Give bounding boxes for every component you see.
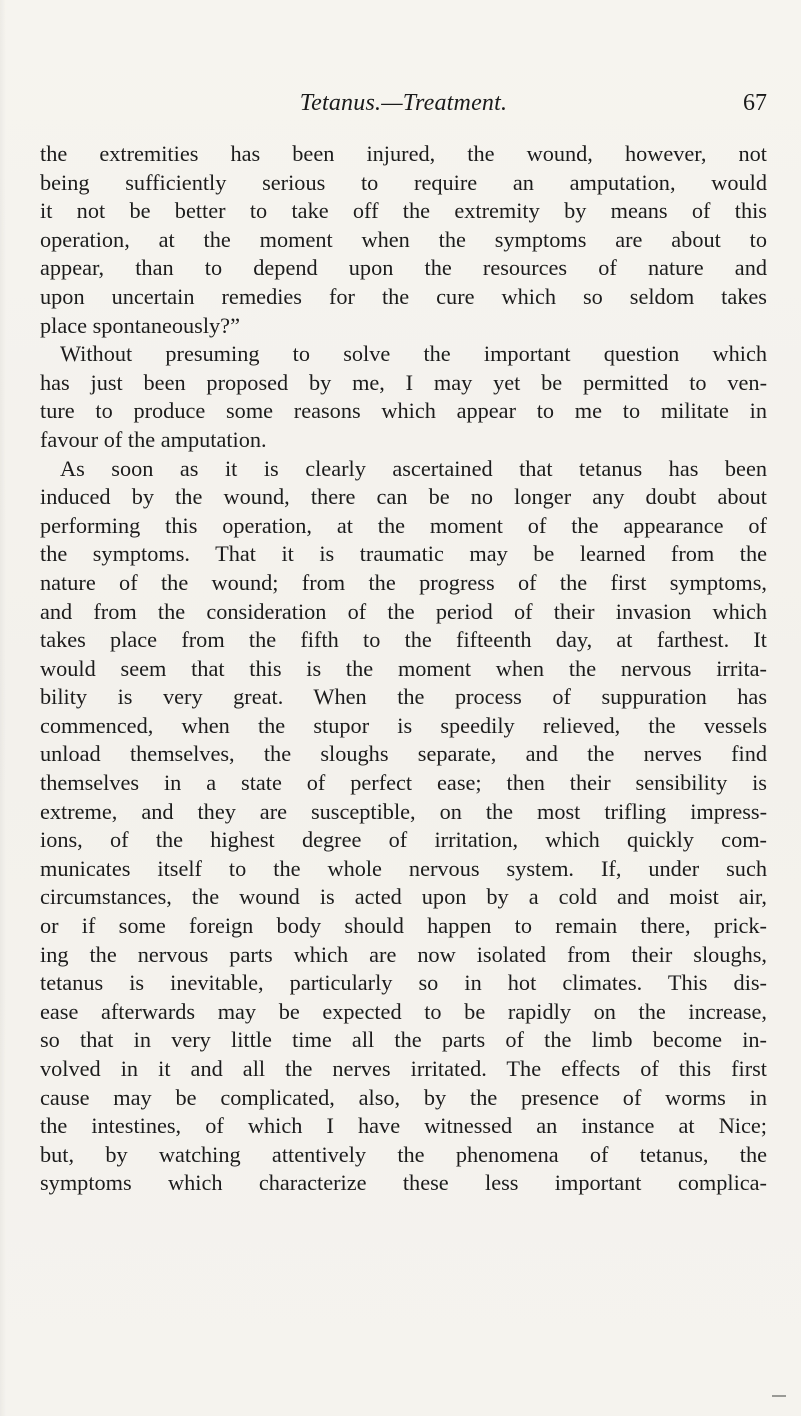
text-line: being sufficiently serious to require an amputation, would <box>40 169 767 195</box>
page-header <box>40 90 767 122</box>
text-line: so that in very little time all the parts of the limb become in- <box>40 1027 767 1053</box>
page-spine-shadow <box>0 0 6 1416</box>
text-line: appear, than to depend upon the resources of nature and <box>40 255 767 281</box>
text-line: or if some foreign body should happen to remain there, prick- <box>40 913 767 939</box>
text-line: the symptoms. That it is traumatic may be learned from the <box>40 541 767 567</box>
text-line: and from the consideration of the period of their invasion which <box>40 598 767 624</box>
text-line: themselves in a state of perfect ease; then their sensibility is <box>40 770 767 796</box>
text-line: unload themselves, the sloughs separate, and the nerves find <box>40 741 767 767</box>
text-line: circumstances, the wound is acted upon by a cold and moist air, <box>40 884 767 910</box>
text-line: bility is very great. When the process of suppuration has <box>40 684 767 710</box>
page-edge-mark <box>772 1395 786 1397</box>
text-line: but, by watching attentively the phenomena of tetanus, the <box>40 1141 767 1167</box>
text-line: volved in it and all the nerves irritated. The effects of this first <box>40 1056 767 1081</box>
text-line: operation, at the moment when the symptoms are about to <box>40 226 767 252</box>
text-line: ture to produce some reasons which appear to me to militate in <box>40 398 767 424</box>
text-line: Without presuming to solve the important question which <box>60 341 767 367</box>
text-line: extreme, and they are susceptible, on the most trifling impress- <box>40 798 767 824</box>
text-line: takes place from the fifth to the fifteenth day, at farthest. It <box>40 627 767 653</box>
text-line: ease afterwards may be expected to be rapidly on the increase, <box>40 998 767 1024</box>
text-line: tetanus is inevitable, particularly so in hot climates. This dis- <box>40 970 767 996</box>
page-number: 67 <box>743 90 767 116</box>
text-line: cause may be complicated, also, by the presence of worms in <box>40 1084 767 1110</box>
text-line: performing this operation, at the moment of the appearance of <box>40 512 767 538</box>
text-line: ing the nervous parts which are now isolated from their sloughs, <box>40 941 767 967</box>
text-line: the extremities has been injured, the wound, however, not <box>40 141 767 166</box>
text-line: has just been proposed by me, I may yet be permitted to ven- <box>40 369 767 395</box>
running-title: Tetanus.—Treatment. <box>299 90 508 116</box>
text-line: would seem that this is the moment when the nervous irrita- <box>40 655 767 681</box>
text-line: municates itself to the whole nervous system. If, under such <box>40 855 767 881</box>
text-line: induced by the wound, there can be no longer any doubt about <box>40 484 767 510</box>
text-line: upon uncertain remedies for the cure which so seldom takes <box>40 283 767 309</box>
text-line: it not be better to take off the extremity by means of this <box>40 198 767 224</box>
text-line: the intestines, of which I have witnessed an instance at Nice; <box>40 1113 767 1139</box>
text-line: As soon as it is clearly ascertained that tetanus has been <box>60 455 767 481</box>
text-line: favour of the amputation. <box>40 426 267 452</box>
text-line: symptoms which characterize these less important complica- <box>40 1170 767 1196</box>
text-line: place spontaneously?” <box>40 312 240 338</box>
text-line: nature of the wound; from the progress of the first symptoms, <box>40 569 767 595</box>
body-text <box>40 140 767 1198</box>
text-line: commenced, when the stupor is speedily relieved, the vessels <box>40 712 767 738</box>
text-line: ions, of the highest degree of irritation, which quickly com- <box>40 827 767 853</box>
